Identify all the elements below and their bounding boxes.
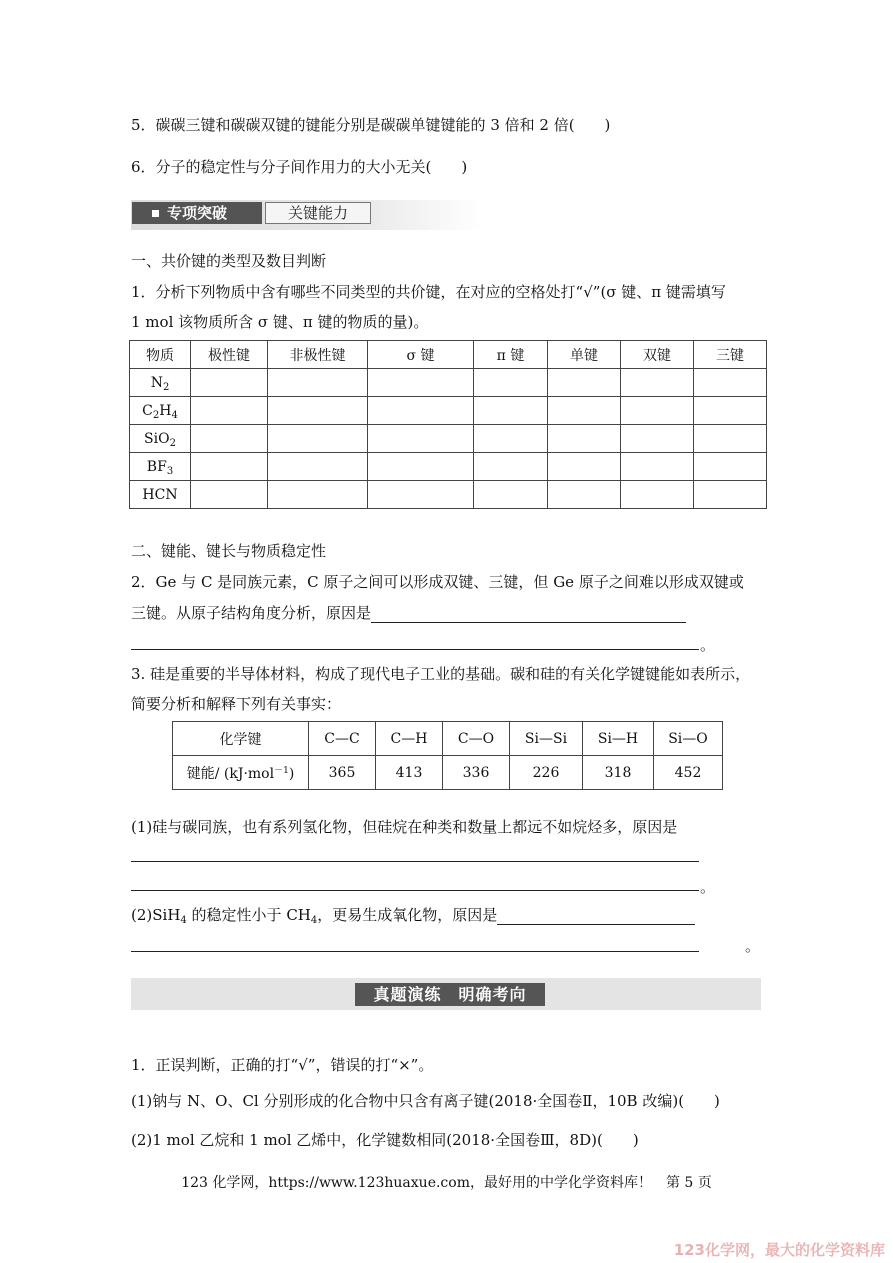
table-row bbox=[130, 481, 767, 509]
section-label: 真题演练 明确考向 bbox=[355, 983, 545, 1006]
table-header-row bbox=[173, 722, 723, 756]
header-cell: C—C bbox=[309, 722, 376, 756]
problem1-line1: 1．分析下列物质中含有哪些不同类型的共价键，在对应的空格处打“√”(σ 键、π 键需填写 bbox=[131, 283, 726, 301]
watermark: 123化学网，最大的化学资料库 bbox=[673, 1241, 885, 1259]
header-cell: 极性键 bbox=[191, 341, 268, 369]
substance-cell: $BF_3$ bbox=[130, 453, 191, 481]
page-footer: 123 化学网，https://www.123huaxue.com，最好用的中学化学资料库！ 第 5 页 bbox=[181, 1175, 712, 1191]
substance-cell: HCN bbox=[130, 481, 191, 509]
table-row bbox=[130, 397, 767, 425]
header-cell: C—O bbox=[443, 722, 510, 756]
table-row bbox=[173, 756, 723, 790]
section-banner-special-breakthrough bbox=[131, 200, 485, 230]
row-label-cell: 键能/ (kJ·mol$^{-1}$) bbox=[173, 756, 309, 790]
table-row bbox=[130, 369, 767, 397]
header-cell: Si—H bbox=[583, 722, 654, 756]
section-banner-real-exam bbox=[131, 978, 761, 1010]
problem1-line2: 1 mol 该物质所含 σ 键、π 键的物质的量)。 bbox=[131, 313, 429, 331]
square-bullet-icon bbox=[152, 210, 159, 217]
section-badge-text: 专项突破 bbox=[167, 204, 228, 222]
period: 。 bbox=[700, 636, 716, 654]
header-cell: 三键 bbox=[694, 341, 767, 369]
part1-title: 一、共价键的类型及数目判断 bbox=[131, 252, 327, 270]
header-cell: π 键 bbox=[474, 341, 548, 369]
value-cell: 318 bbox=[583, 756, 654, 790]
header-cell: 化学键 bbox=[173, 722, 309, 756]
value-cell: 413 bbox=[376, 756, 443, 790]
value-cell: 336 bbox=[443, 756, 510, 790]
value-cell: 452 bbox=[654, 756, 723, 790]
judgement-item-1: (1)钠与 N、O、Cl 分别形成的化合物中只含有离子键(2018·全国卷Ⅱ，10B 改编)( ) bbox=[131, 1092, 720, 1110]
header-cell: σ 键 bbox=[368, 341, 474, 369]
header-cell: 双键 bbox=[621, 341, 694, 369]
header-cell: Si—O bbox=[654, 722, 723, 756]
answer-blank[interactable] bbox=[131, 935, 699, 952]
table-row bbox=[130, 453, 767, 481]
header-cell: 单键 bbox=[548, 341, 621, 369]
subquestion-3-1: (1)硅与碳同族，也有系列氢化物，但硅烷在种类和数量上都远不如烷烃多，原因是 bbox=[131, 818, 678, 836]
period: 。 bbox=[745, 937, 761, 955]
problem3-line1: 3. 硅是重要的半导体材料，构成了现代电子工业的基础。碳和硅的有关化学键键能如表所示， bbox=[131, 665, 751, 683]
header-cell: 非极性键 bbox=[268, 341, 368, 369]
answer-blank[interactable] bbox=[131, 845, 699, 862]
substance-cell: $C_2H_4$ bbox=[130, 397, 191, 425]
section-badge bbox=[132, 202, 262, 224]
section-label: 关键能力 bbox=[265, 202, 371, 224]
problem3-line2: 简要分析和解释下列有关事实： bbox=[131, 695, 342, 713]
question-6: 6．分子的稳定性与分子间作用力的大小无关( ) bbox=[131, 158, 468, 176]
part2-title: 二、键能、键长与物质稳定性 bbox=[131, 542, 327, 560]
subquestion-3-2: (2)SiH$_4$ 的稳定性小于 $CH_4$，更易生成氧化物，原因是 bbox=[131, 904, 695, 925]
table-row bbox=[130, 425, 767, 453]
judgement-question: 1．正误判断，正确的打“√”，错误的打“×”。 bbox=[131, 1056, 434, 1074]
bond-type-table bbox=[129, 340, 767, 509]
value-cell: 226 bbox=[510, 756, 583, 790]
question-5: 5．碳碳三键和碳碳双键的键能分别是碳碳单键键能的 3 倍和 2 倍( ) bbox=[131, 116, 611, 134]
substance-cell: $N_2$ bbox=[130, 369, 191, 397]
problem2-line1: 2．Ge 与 C 是同族元素，C 原子之间可以形成双键、三键，但 Ge 原子之间难以形成双键或 bbox=[131, 573, 744, 591]
header-cell: C—H bbox=[376, 722, 443, 756]
answer-blank[interactable] bbox=[131, 874, 699, 891]
table-header-row bbox=[130, 341, 767, 369]
judgement-item-2: (2)1 mol 乙烷和 1 mol 乙烯中，化学键数相同(2018·全国卷Ⅲ，8D)( ) bbox=[131, 1131, 639, 1149]
header-cell: 物质 bbox=[130, 341, 191, 369]
problem2-line2: 三键。从原子结构角度分析，原因是 bbox=[131, 602, 686, 623]
answer-blank[interactable] bbox=[371, 606, 686, 623]
header-cell: Si—Si bbox=[510, 722, 583, 756]
period: 。 bbox=[700, 878, 716, 896]
answer-blank[interactable] bbox=[497, 908, 695, 925]
bond-energy-table bbox=[172, 721, 723, 790]
answer-blank[interactable] bbox=[131, 632, 699, 650]
substance-cell: SiO$_2$ bbox=[130, 425, 191, 453]
value-cell: 365 bbox=[309, 756, 376, 790]
